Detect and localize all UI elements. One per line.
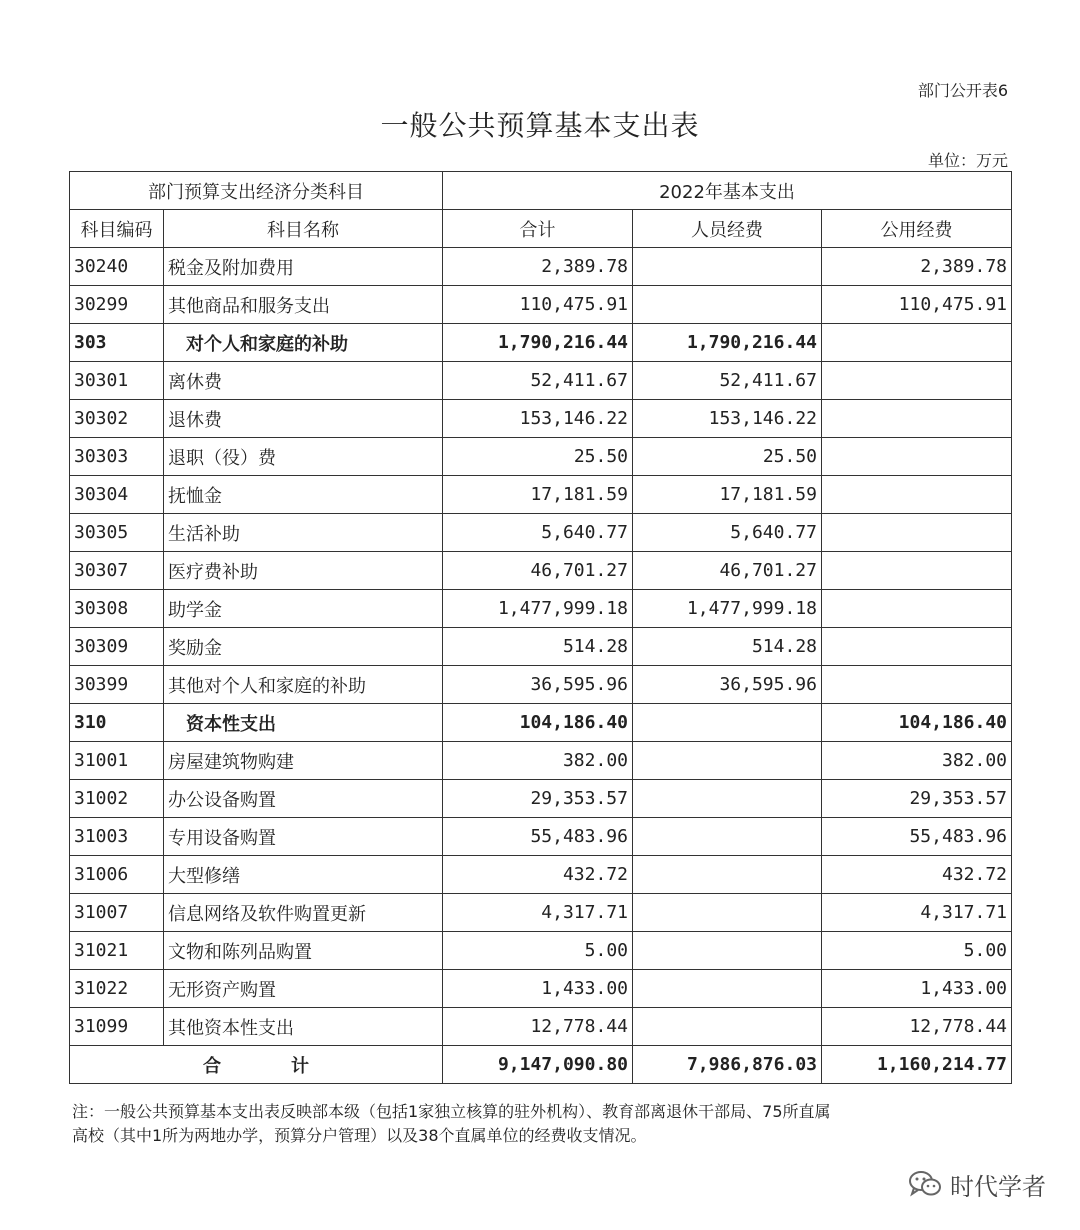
row-total: 153,146.22 [443,400,633,438]
row-personnel [633,970,822,1008]
row-code: 30305 [70,514,164,552]
row-code: 31022 [70,970,164,1008]
row-public: 104,186.40 [822,704,1012,742]
wechat-icon [908,1169,942,1199]
row-personnel [633,780,822,818]
row-code: 30303 [70,438,164,476]
row-name: 助学金 [164,590,443,628]
table-row [70,742,1012,780]
row-name: 税金及附加费用 [164,248,443,286]
header-total: 合计 [443,210,633,248]
row-code: 31006 [70,856,164,894]
row-name: 对个人和家庭的补助 [164,324,443,362]
table-row [70,552,1012,590]
row-public [822,628,1012,666]
row-public [822,400,1012,438]
row-name: 退职（役）费 [164,438,443,476]
total-public: 1,160,214.77 [822,1046,1012,1084]
row-public: 1,433.00 [822,970,1012,1008]
total-label-right: 计 [291,1055,309,1077]
row-code: 30308 [70,590,164,628]
row-total: 4,317.71 [443,894,633,932]
total-personnel: 7,986,876.03 [633,1046,822,1084]
table-row [70,362,1012,400]
table-row [70,514,1012,552]
row-public: 4,317.71 [822,894,1012,932]
row-public: 382.00 [822,742,1012,780]
row-public: 110,475.91 [822,286,1012,324]
row-name: 专用设备购置 [164,818,443,856]
table-row [70,818,1012,856]
row-personnel: 17,181.59 [633,476,822,514]
header-personnel: 人员经费 [633,210,822,248]
row-code: 30304 [70,476,164,514]
row-total: 29,353.57 [443,780,633,818]
table-row [70,856,1012,894]
row-code: 31002 [70,780,164,818]
row-total: 12,778.44 [443,1008,633,1046]
row-total: 2,389.78 [443,248,633,286]
header-public: 公用经费 [822,210,1012,248]
row-name: 奖励金 [164,628,443,666]
row-total: 1,790,216.44 [443,324,633,362]
row-total: 55,483.96 [443,818,633,856]
row-name: 房屋建筑物购建 [164,742,443,780]
row-name: 退休费 [164,400,443,438]
row-name: 无形资产购置 [164,970,443,1008]
total-row [70,1046,1012,1084]
table-row [70,970,1012,1008]
row-public [822,438,1012,476]
row-personnel: 153,146.22 [633,400,822,438]
row-name: 抚恤金 [164,476,443,514]
row-total: 1,433.00 [443,970,633,1008]
row-code: 31021 [70,932,164,970]
unit-label: 单位：万元 [927,151,1008,170]
row-personnel: 1,790,216.44 [633,324,822,362]
form-number: 部门公开表6 [917,81,1008,100]
row-total: 382.00 [443,742,633,780]
watermark [908,1164,1046,1204]
row-personnel [633,932,822,970]
row-code: 303 [70,324,164,362]
row-total: 514.28 [443,628,633,666]
table-row [70,248,1012,286]
row-total: 5,640.77 [443,514,633,552]
row-public [822,590,1012,628]
row-personnel: 5,640.77 [633,514,822,552]
row-personnel [633,856,822,894]
footnote-line-2: 高校（其中1所为两地办学，预算分户管理）以及38个直属单位的经费收支情况。 [72,1126,647,1145]
row-personnel [633,742,822,780]
row-total: 1,477,999.18 [443,590,633,628]
row-public: 12,778.44 [822,1008,1012,1046]
row-code: 31099 [70,1008,164,1046]
budget-table [69,171,1012,1084]
row-personnel [633,894,822,932]
total-label [70,1046,443,1084]
table-row [70,1008,1012,1046]
footnote-line-1: 注：一般公共预算基本支出表反映部本级（包括1家独立核算的驻外机构）、教育部离退休干部局、75所直属 [72,1102,831,1121]
footnote [72,1100,1012,1148]
row-personnel: 25.50 [633,438,822,476]
row-code: 31003 [70,818,164,856]
row-public: 55,483.96 [822,818,1012,856]
row-personnel [633,704,822,742]
table-row [70,400,1012,438]
table-row [70,932,1012,970]
row-total: 5.00 [443,932,633,970]
row-name: 办公设备购置 [164,780,443,818]
row-public [822,324,1012,362]
header-name: 科目名称 [164,210,443,248]
row-name: 资本性支出 [164,704,443,742]
row-code: 30399 [70,666,164,704]
table-row [70,286,1012,324]
row-total: 110,475.91 [443,286,633,324]
row-total: 104,186.40 [443,704,633,742]
row-personnel [633,286,822,324]
row-public [822,666,1012,704]
row-name: 大型修缮 [164,856,443,894]
total-total: 9,147,090.80 [443,1046,633,1084]
row-public [822,476,1012,514]
row-personnel [633,248,822,286]
row-name: 文物和陈列品购置 [164,932,443,970]
row-code: 30307 [70,552,164,590]
row-name: 离休费 [164,362,443,400]
row-public: 432.72 [822,856,1012,894]
header-group-right: 2022年基本支出 [443,172,1012,210]
row-total: 25.50 [443,438,633,476]
row-name: 其他对个人和家庭的补助 [164,666,443,704]
row-personnel [633,1008,822,1046]
page-title: 一般公共预算基本支出表 [380,109,700,142]
row-public [822,552,1012,590]
header-column-row [70,210,1012,248]
row-public [822,514,1012,552]
row-name: 信息网络及软件购置更新 [164,894,443,932]
row-personnel: 1,477,999.18 [633,590,822,628]
row-public: 5.00 [822,932,1012,970]
row-public [822,362,1012,400]
row-code: 30240 [70,248,164,286]
row-public: 29,353.57 [822,780,1012,818]
row-personnel: 46,701.27 [633,552,822,590]
row-code: 30299 [70,286,164,324]
row-total: 36,595.96 [443,666,633,704]
watermark-text: 时代学者 [950,1172,1046,1201]
table-row [70,894,1012,932]
row-code: 30309 [70,628,164,666]
row-total: 432.72 [443,856,633,894]
table-row [70,666,1012,704]
total-label-left: 合 [203,1055,221,1077]
table-row [70,780,1012,818]
row-name: 其他资本性支出 [164,1008,443,1046]
row-code: 31007 [70,894,164,932]
row-total: 17,181.59 [443,476,633,514]
row-code: 30301 [70,362,164,400]
header-group-left: 部门预算支出经济分类科目 [70,172,443,210]
row-name: 其他商品和服务支出 [164,286,443,324]
row-total: 46,701.27 [443,552,633,590]
row-personnel [633,818,822,856]
row-code: 31001 [70,742,164,780]
row-personnel: 36,595.96 [633,666,822,704]
table-row [70,438,1012,476]
table-row [70,590,1012,628]
row-name: 医疗费补助 [164,552,443,590]
header-code: 科目编码 [70,210,164,248]
row-personnel: 514.28 [633,628,822,666]
row-code: 30302 [70,400,164,438]
row-personnel: 52,411.67 [633,362,822,400]
row-code: 310 [70,704,164,742]
table-row [70,704,1012,742]
table-row [70,476,1012,514]
table-row [70,324,1012,362]
row-total: 52,411.67 [443,362,633,400]
row-public: 2,389.78 [822,248,1012,286]
row-name: 生活补助 [164,514,443,552]
table-row [70,628,1012,666]
header-group-row [70,172,1012,210]
